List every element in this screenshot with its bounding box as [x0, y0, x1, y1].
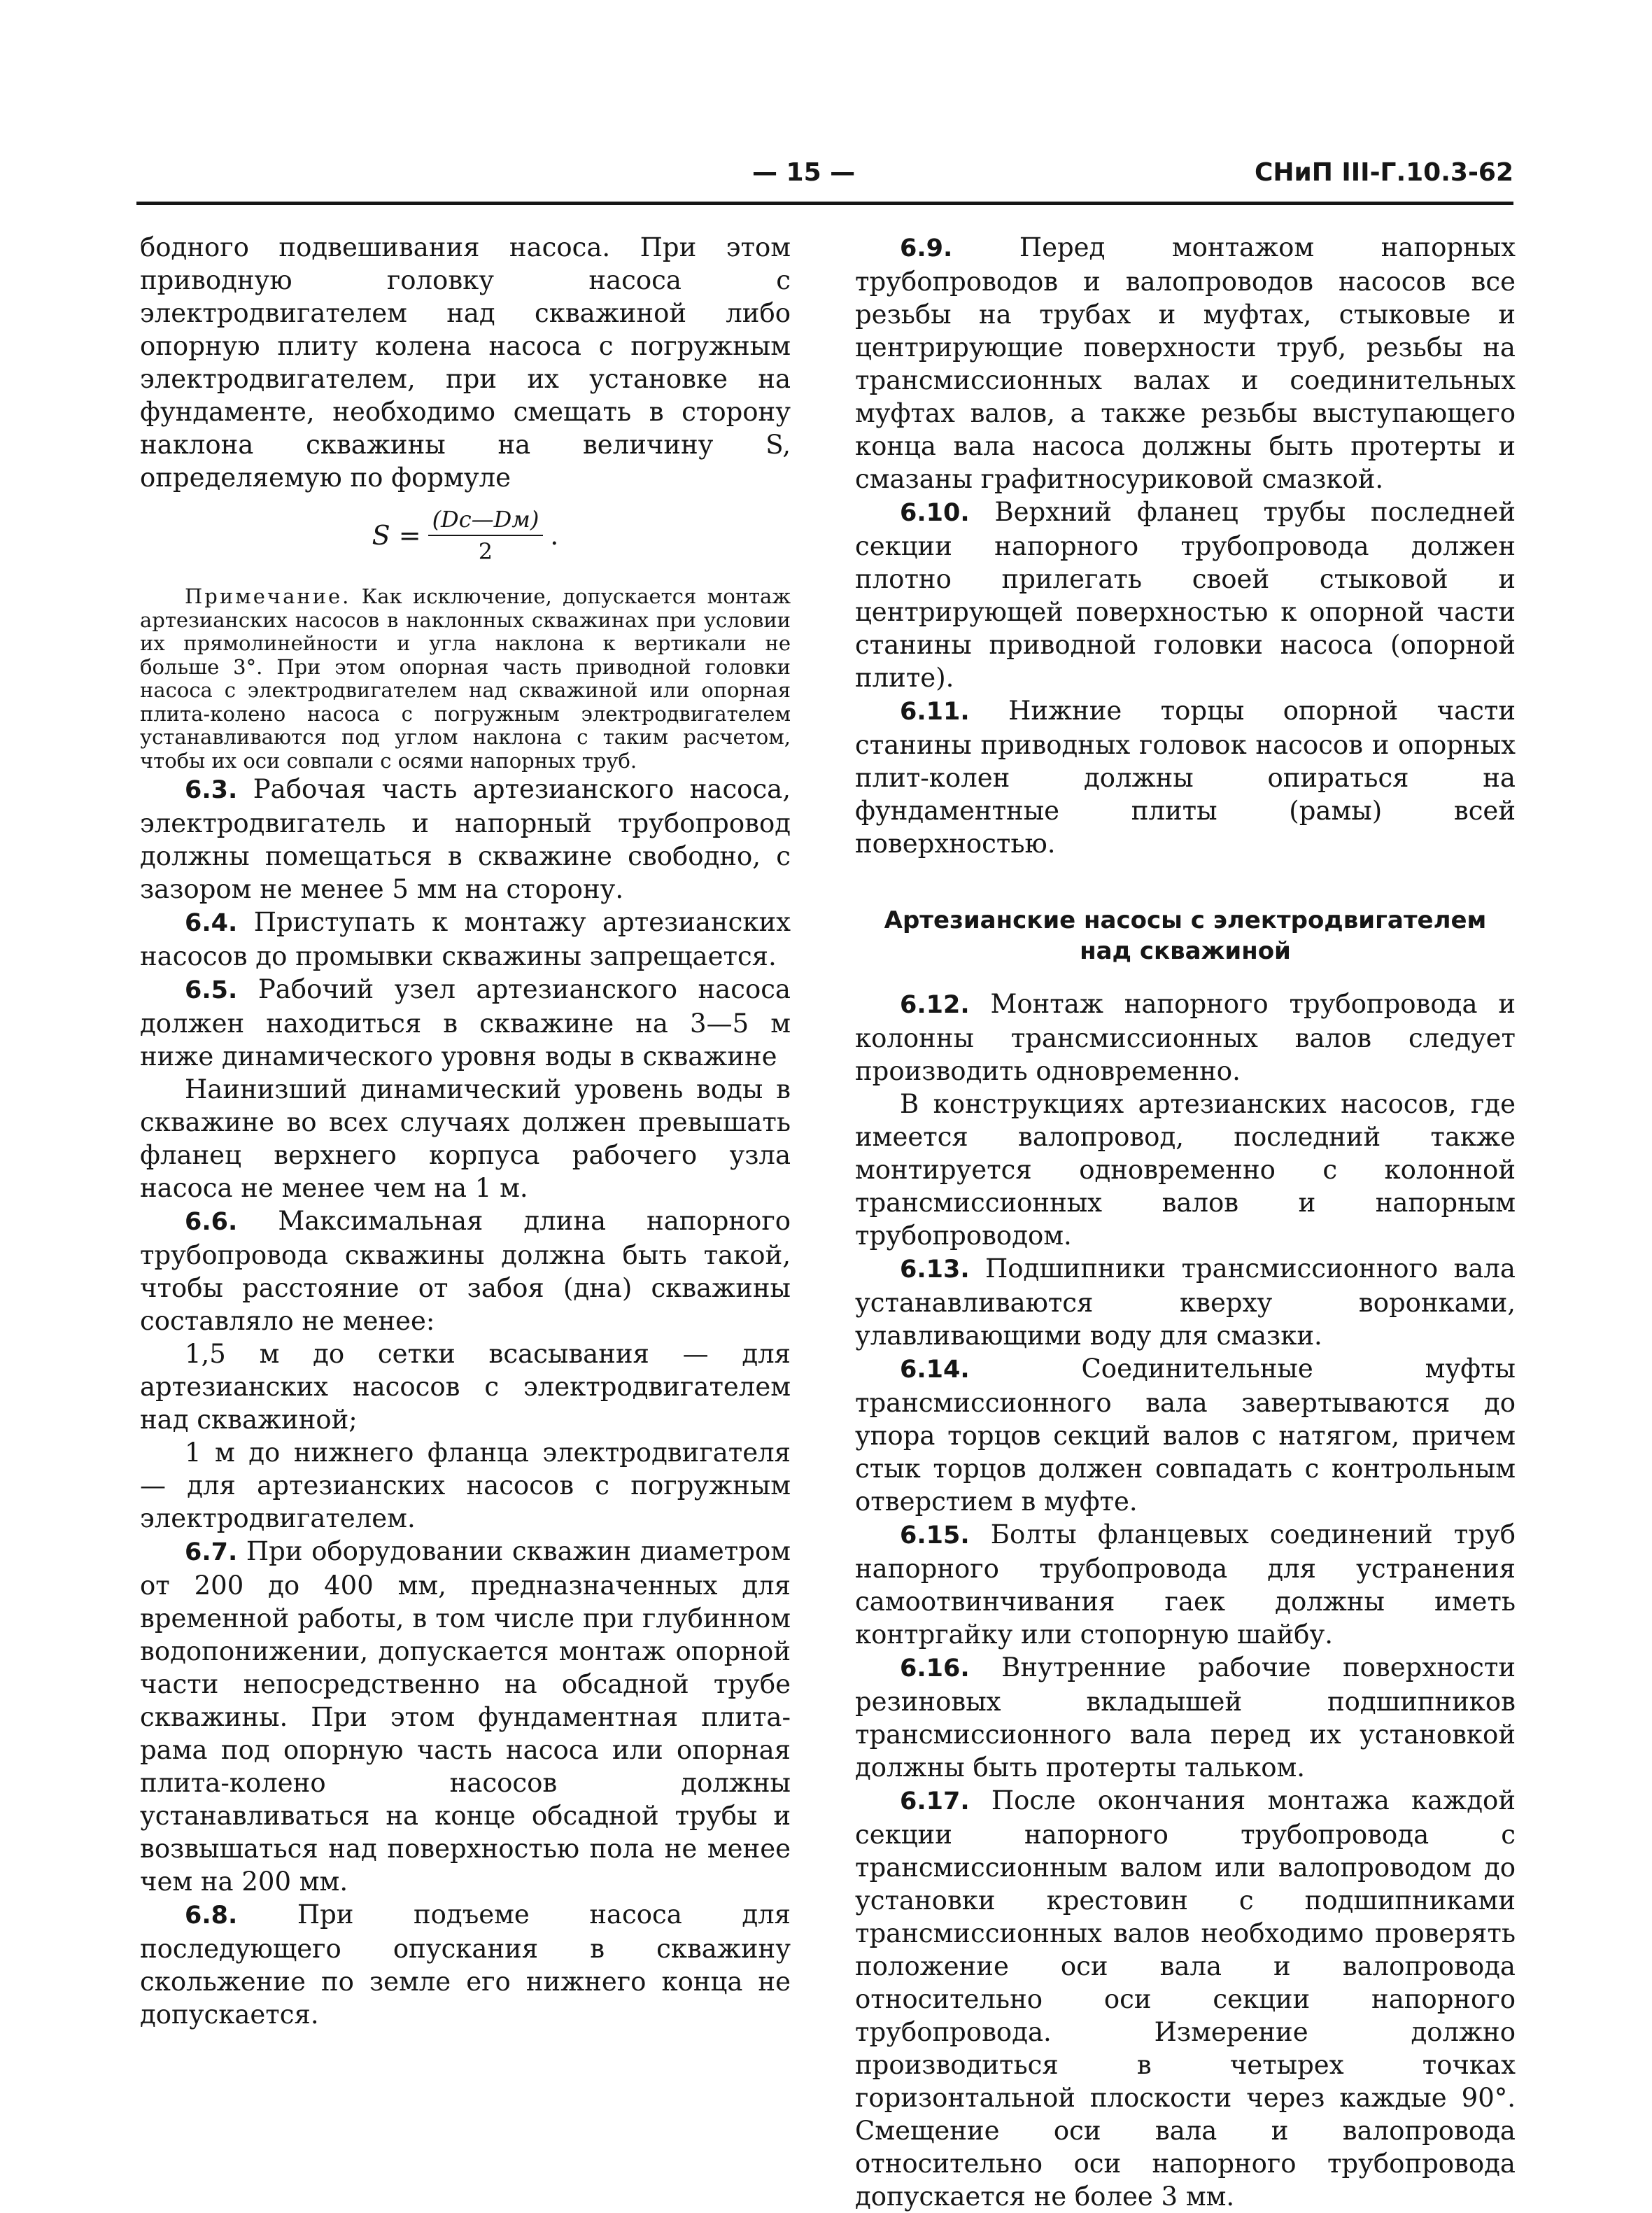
clause-number: 6.12.	[900, 991, 970, 1019]
page-number: — 15 —	[752, 158, 856, 187]
clause-text: Верхний фланец трубы последней секции напорного трубопровода должен плотно прилегать своей стыковой и центрирующей поверхностью к опорной части станины приводной головки насоса (опорной плите).	[855, 497, 1516, 693]
clause-number: 6.13.	[900, 1256, 970, 1284]
paragraph-intro: бодного подвешивания насоса. При этом приводную головку насоса с электродвигателем над скважиной либо опорную плиту колена насоса с погружным электродвигателем, при их установке на фундаменте, необходимо смещать в сторону наклона скважины на величину S, определяемую по формуле	[140, 232, 791, 493]
clause-6-3	[140, 773, 791, 906]
clause-6-6	[140, 1204, 791, 1337]
clause-6-5	[140, 973, 791, 1073]
clause-6-9	[855, 231, 1516, 496]
page-header	[136, 158, 1513, 192]
clause-text: Соединительные муфты трансмиссионного вала завертываются до упора торцов секций валов с натягом, причем стык торцов должен совпадать с контрольным отверстием в муфте.	[855, 1354, 1516, 1517]
clause-6-17	[855, 1784, 1516, 2213]
clause-text: Внутренние рабочие поверхности резиновых вкладышей подшипников трансмиссионного вала перед их установкой должны быть протерты тальком.	[855, 1652, 1516, 1783]
clause-number: 6.4.	[185, 909, 238, 937]
clause-number: 6.16.	[900, 1655, 970, 1682]
clause-6-6-item-b: 1 м до нижнего фланца электродвигателя — для артезианских насосов с погружным электродвигателем.	[140, 1438, 791, 1533]
clause-text: Максимальная длина напорного трубопровода скважины должна быть такой, чтобы расстояние от забоя (дна) скважины составляло не менее:	[140, 1206, 791, 1336]
right-column	[855, 231, 1516, 2213]
clause-text: Нижние торцы опорной части станины приводных головок насосов и опорных плит-колен должны опираться на фундаментные плиты (рамы) всей поверхностью.	[855, 696, 1516, 859]
clause-6-8	[140, 1898, 791, 2031]
clause-6-4	[140, 906, 791, 973]
clause-text: Рабочий узел артезианского насоса должен находиться в скважине на 3—5 м ниже динамического уровня воды в скважине	[140, 974, 791, 1072]
clause-number: 6.6.	[185, 1208, 238, 1236]
section-title: Артезианские насосы с электродвигателем над скважиной	[884, 906, 1487, 965]
clause-text: Приступать к монтажу артезианских насосов до промывки скважины запрещается.	[140, 907, 791, 971]
clause-number: 6.7.	[185, 1538, 238, 1566]
clause-6-15	[855, 1518, 1516, 1651]
note-label: Примечание.	[185, 584, 351, 608]
clause-6-12	[855, 988, 1516, 1088]
clause-number: 6.3.	[185, 776, 238, 804]
formula-fraction	[428, 504, 544, 567]
clause-number: 6.9.	[900, 234, 953, 262]
clause-6-10	[855, 496, 1516, 694]
clause-number: 6.5.	[185, 976, 238, 1004]
clause-number: 6.10.	[900, 499, 970, 527]
clause-text: Перед монтажом напорных трубопроводов и валопроводов насосов все резьбы на трубах и муфтах, стыковые и центрирующие поверхности труб, резьбы на трансмиссионных валах и соединительных муфтах валов, а также резьбы выступающего конца вала насоса должны быть протерты и смазаны графитносуриковой смазкой.	[855, 232, 1516, 494]
clause-6-11	[855, 694, 1516, 860]
note-text: Как исключение, допускается монтаж артезианских насосов в наклонных скважинах при условии их прямолинейности и угла наклона к вертикали не больше 3°. При этом опорная часть приводной головки насоса с электродвигателем над скважиной или опорная плита-колено насоса с погружным электродвигателем устанавливаются под углом наклона с таким расчетом, чтобы их оси совпали с осями напорных труб.	[140, 584, 791, 773]
formula-tail: .	[550, 520, 559, 551]
clause-6-12-continued: В конструкциях артезианских насосов, где имеется валопровод, последний также монтируется одновременно с колонной трансмиссионных валов и напорным трубопроводом.	[855, 1089, 1516, 1251]
clause-text: Монтаж напорного трубопровода и колонны трансмиссионных валов следует производить одновременно.	[855, 989, 1516, 1086]
clause-number: 6.8.	[185, 1902, 238, 1930]
clause-text: Подшипники трансмиссионного вала устанавливаются кверху воронками, улавливающими воду для смазки.	[855, 1253, 1516, 1351]
clause-6-13	[855, 1252, 1516, 1352]
clause-text: После окончания монтажа каждой секции напорного трубопровода с трансмиссионным валом или валопроводом до установки крестовин с подшипниками трансмиссионных валов необходимо проверять положение оси вала и валопровода относительно оси секции напорного трубопровода. Измерение должно производиться в четырех точках горизонтальной плоскости через каждые 90°. Смещение оси вала и валопровода относительно оси напорного трубопровода допускается не более 3 мм.	[855, 1785, 1516, 2212]
header-rule	[136, 202, 1513, 205]
formula-numerator: (Dс—Dм)	[428, 504, 544, 536]
clause-6-14	[855, 1352, 1516, 1518]
note	[140, 585, 791, 773]
clause-number: 6.17.	[900, 1787, 970, 1815]
clause-number: 6.15.	[900, 1522, 970, 1550]
clause-6-6-item-a: 1,5 м до сетки всасывания — для артезианских насосов с электродвигателем над скважиной;	[140, 1339, 791, 1435]
clause-text: Болты фланцевых соединений труб напорного трубопровода для устранения самоотвинчивания гаек должны иметь контргайку или стопорную шайбу.	[855, 1519, 1516, 1650]
document-id: СНиП III-Г.10.3-62	[1254, 158, 1513, 187]
clause-text: При подъеме насоса для последующего опускания в скважину скольжение по земле его нижнего конца не допускается.	[140, 1899, 791, 2030]
left-column	[140, 231, 791, 2031]
clause-6-16	[855, 1651, 1516, 1784]
formula	[140, 504, 791, 567]
clause-6-5-continued: Наинизший динамический уровень воды в скважине во всех случаях должен превышать фланец верхнего корпуса рабочего узла насоса не менее чем на 1 м.	[140, 1074, 791, 1203]
clause-text: При оборудовании скважин диаметром от 200 до 400 мм, предназначенных для временной работы, в том числе при глубинном водопонижении, допускается монтаж опорной части непосредственно на обсадной трубе скважины. При этом фундаментная плита-рама под опорную часть насоса или опорная плита-колено насосов должны устанавливаться на конце обсадной трубы и возвышаться над поверхностью пола не менее чем на 200 мм.	[140, 1536, 791, 1897]
formula-denominator: 2	[478, 538, 493, 565]
clause-6-7	[140, 1535, 791, 1898]
formula-lhs: S =	[372, 520, 421, 551]
clause-number: 6.14.	[900, 1356, 970, 1384]
clause-number: 6.11.	[900, 698, 970, 726]
clause-text: Рабочая часть артезианского насоса, электродвигатель и напорный трубопровод должны помещаться в скважине свободно, с зазором не менее 5 мм на сторону.	[140, 774, 791, 904]
